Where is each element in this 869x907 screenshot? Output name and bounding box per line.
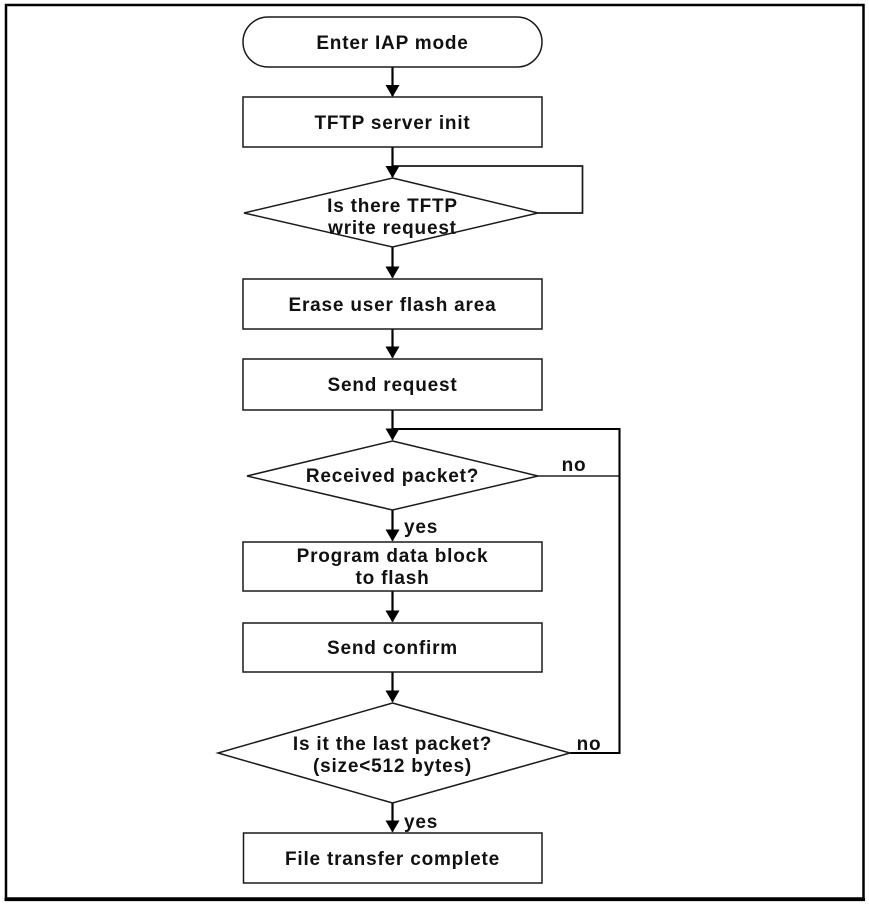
tftp-server-init-label: TFTP server init <box>314 113 471 134</box>
last-packet-label-line1: Is it the last packet? <box>292 734 493 755</box>
program-data-block-label-line1: Program data block <box>296 546 489 567</box>
received-packet-label: Received packet? <box>305 466 480 487</box>
send-request-label: Send request <box>327 375 458 396</box>
start-label: Enter IAP mode <box>316 33 469 54</box>
file-transfer-complete-label: File transfer complete <box>284 849 501 870</box>
edge-label-received-packet-yes: yes <box>404 517 439 538</box>
tftp-write-request-label-line1: Is there TFTP <box>327 196 458 217</box>
tftp-write-request-label-line2: write request <box>328 218 457 239</box>
edge-label-received-packet-no: no <box>561 455 587 476</box>
edge-label-last-packet-yes: yes <box>404 812 439 833</box>
send-confirm-label: Send confirm <box>326 638 459 659</box>
last-packet-label-line2: (size<512 bytes) <box>312 756 473 777</box>
edge-label-last-packet-no: no <box>576 734 602 755</box>
erase-user-flash-label: Erase user flash area <box>288 295 497 316</box>
program-data-block-label-line2: to flash <box>355 568 430 589</box>
